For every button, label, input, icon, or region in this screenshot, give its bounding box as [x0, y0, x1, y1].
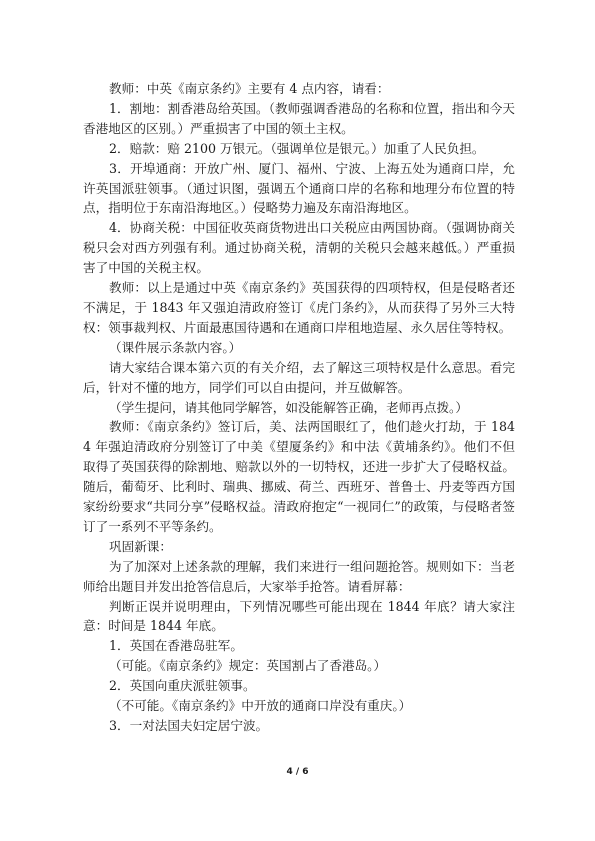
paragraph: 判断正误并说明理由，下列情况哪些可能出现在 1844 年底？请大家注意：时间是 1844 年底。	[83, 598, 515, 634]
document-body	[83, 79, 515, 736]
list-item: 3．一对法国夫妇定居宁波。	[109, 718, 269, 733]
paragraph: （学生提问，请其他同学解答，如没能解答正确，老师再点拨。）	[109, 399, 468, 415]
page-number: 4 / 6	[286, 767, 309, 777]
paragraph: 3．开埠通商：开放广州、厦门、福州、宁波、上海五处为通商口岸，允许英国派驻领事。（通过识图，强调五个通商口岸的名称和地理分布位置的特点，指明位于东南沿海地区。）侵略势力遍及东南沿海地区。	[83, 160, 515, 216]
paragraph: 请大家结合课本第六页的有关介绍，去了解这三项特权是什么意思。看完后，针对不懂的地方，同学们可以自由提问，并互做解答。	[83, 359, 515, 395]
paragraph: 为了加深对上述条款的理解，我们来进行一组问题抢答。规则如下：当老师给出题目并发出抢答信息后，大家举手抢答。请看屏幕：	[83, 558, 515, 594]
answer-note: （可能。《南京条约》规定：英国割占了香港岛。）	[109, 658, 387, 674]
paragraph: 教师：以上是通过中英《南京条约》英国获得的四项特权，但是侵略者还不满足，于 1843 年又强迫清政府签订《虎门条约》，从而获得了另外三大特权：领事裁判权、片面最惠国待遇和在通商口岸租地造屋、永久居住等特权。	[83, 280, 515, 335]
paragraph: 1．割地：割香港岛给英国。（教师强调香港岛的名称和位置，指出和今天香港地区的区别。）严重损害了中国的领土主权。	[83, 100, 515, 136]
paragraph: 4．协商关税：中国征收英商货物进出口关税应由两国协商。（强调协商关税只会对西方列强有利。通过协商关税，清朝的关税只会越来越低。）严重损害了中国的关税主权。	[83, 220, 515, 276]
paragraph: 教师：中英《南京条约》主要有 4 点内容，请看：	[109, 81, 390, 96]
list-item: 2．英国向重庆派驻领事。	[109, 678, 256, 694]
paragraph: 2．赔款：赔 2100 万银元。（强调单位是银元。）加重了人民负担。	[109, 140, 485, 156]
section-heading: 巩固新课：	[109, 538, 172, 554]
paragraph: （课件展示条款内容。）	[109, 339, 242, 355]
list-item: 1．英国在香港岛驻军。	[109, 638, 243, 654]
answer-note: （不可能。《南京条约》中开放的通商口岸没有重庆。）	[109, 698, 412, 714]
paragraph: 教师：《南京条约》签订后，美、法两国眼红了，他们趁火打劫，于 1844 年强迫清政府分别签订了中美《望厦条约》和中法《黄埔条约》。他们不但取得了英国获得的除割地、赔款以外的一切特权，还进一步扩大了侵略权益。随后，葡萄牙、比利时、瑞典、挪威、荷兰、西班牙、普鲁士、丹麦等西方国家纷纷要求“共同分享”侵略权益。清政府抱定“一视同仁”的政策，与侵略者签订了一系列不平等条约。	[83, 419, 515, 534]
